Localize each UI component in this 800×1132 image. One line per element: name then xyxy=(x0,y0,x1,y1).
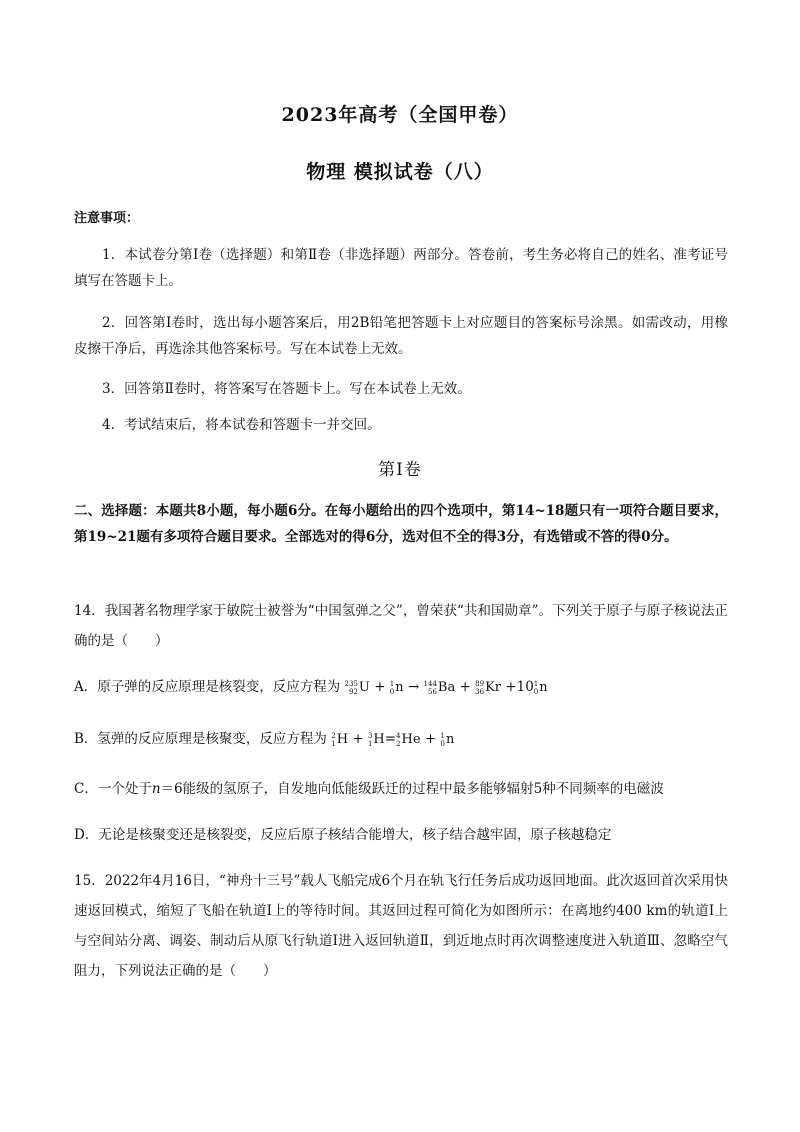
he-symbol: He xyxy=(401,732,421,747)
h2-isotope-numbers: 2 1 xyxy=(331,731,336,748)
q14-option-d: D．无论是核聚变还是核裂变，反应后原子核结合能增大，核子结合越牢固，原子核越稳定 xyxy=(74,827,612,843)
notice-item-1: 1．本试卷分第Ⅰ卷（选择题）和第Ⅱ卷（非选择题）两部分。答卷前，考生务必将自己的姓名、准考证号填写在答题卡上。 xyxy=(74,247,728,289)
question-15-stem: 15．2022年4月16日，“神舟十三号”载人飞船完成6个月在轨飞行任务后成功返回地面。此次返回首次采用快速返回模式，缩短了飞船在轨道Ⅰ上的等待时间。其返回过程可简化为如图所示：在离地约400 km的轨道Ⅰ上与空间站分离、调姿、制动后从原飞行轨道Ⅰ进入返回轨道Ⅱ，到近地点时再次调整速度进入轨道Ⅲ、忽略空气阻力，下列说法正确的是（ ） xyxy=(74,873,728,979)
u-isotope-numbers: 235 92 xyxy=(344,679,358,696)
n-symbol-b: n xyxy=(445,732,455,747)
reaction-arrow: → xyxy=(407,679,420,695)
ba-symbol: Ba xyxy=(437,680,456,695)
h2-symbol: H xyxy=(336,732,349,747)
h3-symbol: H xyxy=(373,732,385,747)
q14-option-b-text: B．氢弹的反应原理是核聚变，反应方程为 xyxy=(74,731,327,747)
q14-option-c: C．一个处于n＝6能级的氢原子，自发地向低能级跃迁的过程中最多能够辐射5种不同频率的电磁波 xyxy=(74,781,664,797)
h3-isotope-numbers: 3 1 xyxy=(367,731,373,748)
notice-item-3: 3．回答第Ⅱ卷时，将答案写在答题卡上。写在本试卷上无效。 xyxy=(102,381,471,397)
ba-isotope-numbers: 144 56 xyxy=(423,679,437,696)
n2-isotope-numbers: 1 0 xyxy=(533,679,539,696)
section-title: 第Ⅰ卷 xyxy=(378,460,422,480)
kr-isotope-numbers: 89 36 xyxy=(475,679,485,696)
equals-sign: = xyxy=(384,731,397,747)
kr-symbol: Kr xyxy=(485,680,501,695)
exam-title: 2023年高考（全国甲卷） xyxy=(281,104,519,126)
q14-option-a-text: A．原子弹的反应原理是核裂变，反应方程为 xyxy=(74,679,341,695)
question-14-stem: 14．我国著名物理学家于敏院士被誉为“中国氢弹之父”，曾荣获“共和国勋章”。下列关于原子与原子核说法正确的是（ ） xyxy=(74,603,728,649)
notice-item-2: 2．回答第Ⅰ卷时，选出每小题答案后，用2B铅笔把答题卡上对应题目的答案标号涂黑。如需改动，用橡皮擦干净后，再选涂其他答案标号。写在本试卷上无效。 xyxy=(74,315,728,357)
he-isotope-numbers: 4 2 xyxy=(396,731,401,748)
neutron-coefficient: 10 xyxy=(516,679,534,695)
notice-item-4: 4．考试结束后，将本试卷和答题卡一并交回。 xyxy=(102,417,381,433)
n-isotope-numbers: 1 0 xyxy=(389,679,395,696)
q14-option-a: A．原子弹的反应原理是核裂变，反应方程为 235 92 U + 1 0 n → 144 56 Ba + 89 36 Kr +10 1 0 n xyxy=(74,679,548,696)
n-isotope-numbers-b: 1 0 xyxy=(440,731,445,748)
notice-heading: 注意事项： xyxy=(74,211,140,226)
quantum-number-n: n xyxy=(151,781,161,797)
n2-symbol: n xyxy=(539,680,548,695)
section-instructions: 二、选择题：本题共8小题，每小题6分。在每小题给出的四个选项中，第14~18题只有一项符合题目要求，第19~21题有多项符合题目要求。全部选对的得6分，选对但不全的得3分，有选错或不答的得0分。 xyxy=(74,503,728,545)
exam-subtitle: 物理 模拟试卷（八） xyxy=(306,161,494,183)
n-symbol: n xyxy=(395,680,404,695)
q14-option-b: B．氢弹的反应原理是核聚变，反应方程为 2 1 H + 3 1 H= 4 2 He + 1 0 n xyxy=(74,731,455,748)
u-symbol: U xyxy=(358,680,370,695)
